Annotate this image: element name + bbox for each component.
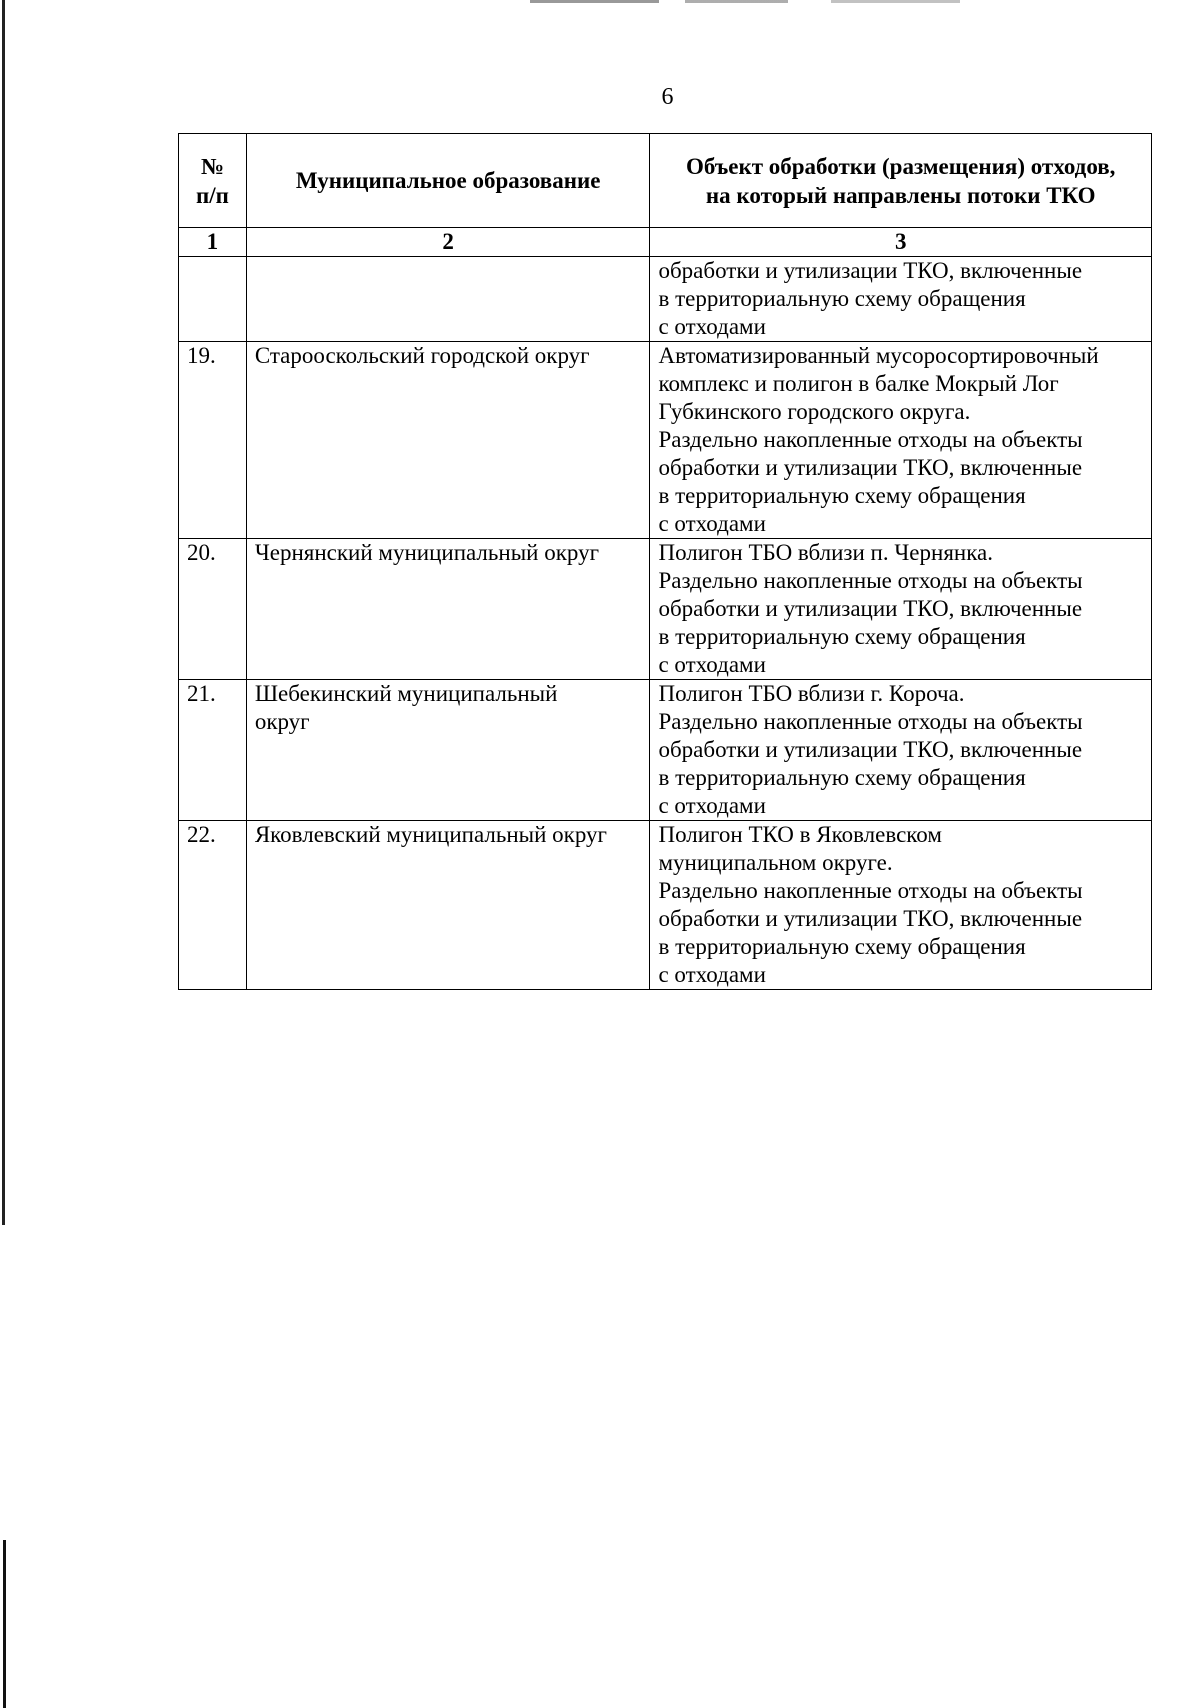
table-row	[179, 342, 1152, 539]
table-row	[179, 680, 1152, 821]
municipality-line: Яковлевский муниципальный округ	[254, 822, 607, 847]
object-line: с отходами	[658, 511, 766, 536]
object-line: в территориальную схему обращения	[658, 483, 1026, 508]
column-numbers-row	[179, 228, 1152, 257]
row-number: 20.	[179, 539, 247, 680]
object-cell	[650, 821, 1152, 990]
table-row	[179, 821, 1152, 990]
object-line: комплекс и полигон в балке Мокрый Лог	[658, 371, 1059, 396]
row-number	[179, 257, 247, 342]
object-line: в территориальную схему обращения	[658, 765, 1026, 790]
object-cell	[650, 539, 1152, 680]
municipality-cell	[246, 342, 650, 539]
object-line: Губкинского городского округа.	[658, 399, 971, 424]
object-line: Полигон ТКО в Яковлевском	[658, 822, 942, 847]
header-municipality-line: Муниципальное образование	[295, 168, 601, 193]
header-number-line: п/п	[195, 182, 229, 208]
municipality-cell	[246, 539, 650, 680]
municipality-line: Старооскольский городской округ	[254, 343, 590, 368]
row-number: 22.	[179, 821, 247, 990]
header-municipality	[246, 134, 650, 228]
object-line: Раздельно накопленные отходы на объекты	[658, 427, 1083, 452]
object-line: муниципальном округе.	[658, 850, 893, 875]
municipality-cell	[246, 680, 650, 821]
object-line: в территориальную схему обращения	[658, 934, 1026, 959]
object-line: обработки и утилизации ТКО, включенные	[658, 455, 1083, 480]
header-object	[650, 134, 1152, 228]
header-object-line: на который направлены потоки ТКО	[705, 182, 1096, 208]
object-line: в территориальную схему обращения	[658, 286, 1026, 311]
object-line: Раздельно накопленные отходы на объекты	[658, 568, 1083, 593]
scan-artifact-left	[2, 0, 5, 1225]
object-line: Полигон ТБО вблизи г. Короча.	[658, 681, 965, 706]
municipality-line: округ	[254, 709, 310, 734]
header-number	[179, 134, 247, 228]
row-number: 19.	[179, 342, 247, 539]
object-line: обработки и утилизации ТКО, включенные	[658, 258, 1083, 283]
header-number-line: №	[200, 153, 224, 179]
object-cell	[650, 680, 1152, 821]
object-line: с отходами	[658, 652, 766, 677]
municipality-cell	[246, 821, 650, 990]
scan-artifact-left-bottom	[3, 1540, 6, 1708]
object-cell	[650, 342, 1152, 539]
object-line: с отходами	[658, 314, 766, 339]
object-line: Раздельно накопленные отходы на объекты	[658, 709, 1083, 734]
object-line: в территориальную схему обращения	[658, 624, 1026, 649]
object-line: обработки и утилизации ТКО, включенные	[658, 737, 1083, 762]
table-header-row	[179, 134, 1152, 228]
object-line: обработки и утилизации ТКО, включенные	[658, 906, 1083, 931]
object-cell	[650, 257, 1152, 342]
row-number: 21.	[179, 680, 247, 821]
column-number: 3	[650, 228, 1152, 257]
page-number: 6	[661, 84, 674, 110]
object-line: с отходами	[658, 793, 766, 818]
column-number: 2	[246, 228, 650, 257]
municipality-line: Шебекинский муниципальный	[254, 681, 558, 706]
municipality-cell	[246, 257, 650, 342]
scan-artifact-top	[530, 0, 960, 3]
column-number: 1	[179, 228, 247, 257]
header-object-line: Объект обработки (размещения) отходов,	[686, 153, 1116, 179]
object-line: Полигон ТБО вблизи п. Чернянка.	[658, 540, 993, 565]
object-line: с отходами	[658, 962, 766, 987]
object-line: Автоматизированный мусоросортировочный	[658, 343, 1099, 368]
object-line: обработки и утилизации ТКО, включенные	[658, 596, 1083, 621]
object-line: Раздельно накопленные отходы на объекты	[658, 878, 1083, 903]
waste-flow-table	[178, 133, 1152, 990]
table-row	[179, 257, 1152, 342]
table-row	[179, 539, 1152, 680]
municipality-line: Чернянский муниципальный округ	[254, 540, 600, 565]
